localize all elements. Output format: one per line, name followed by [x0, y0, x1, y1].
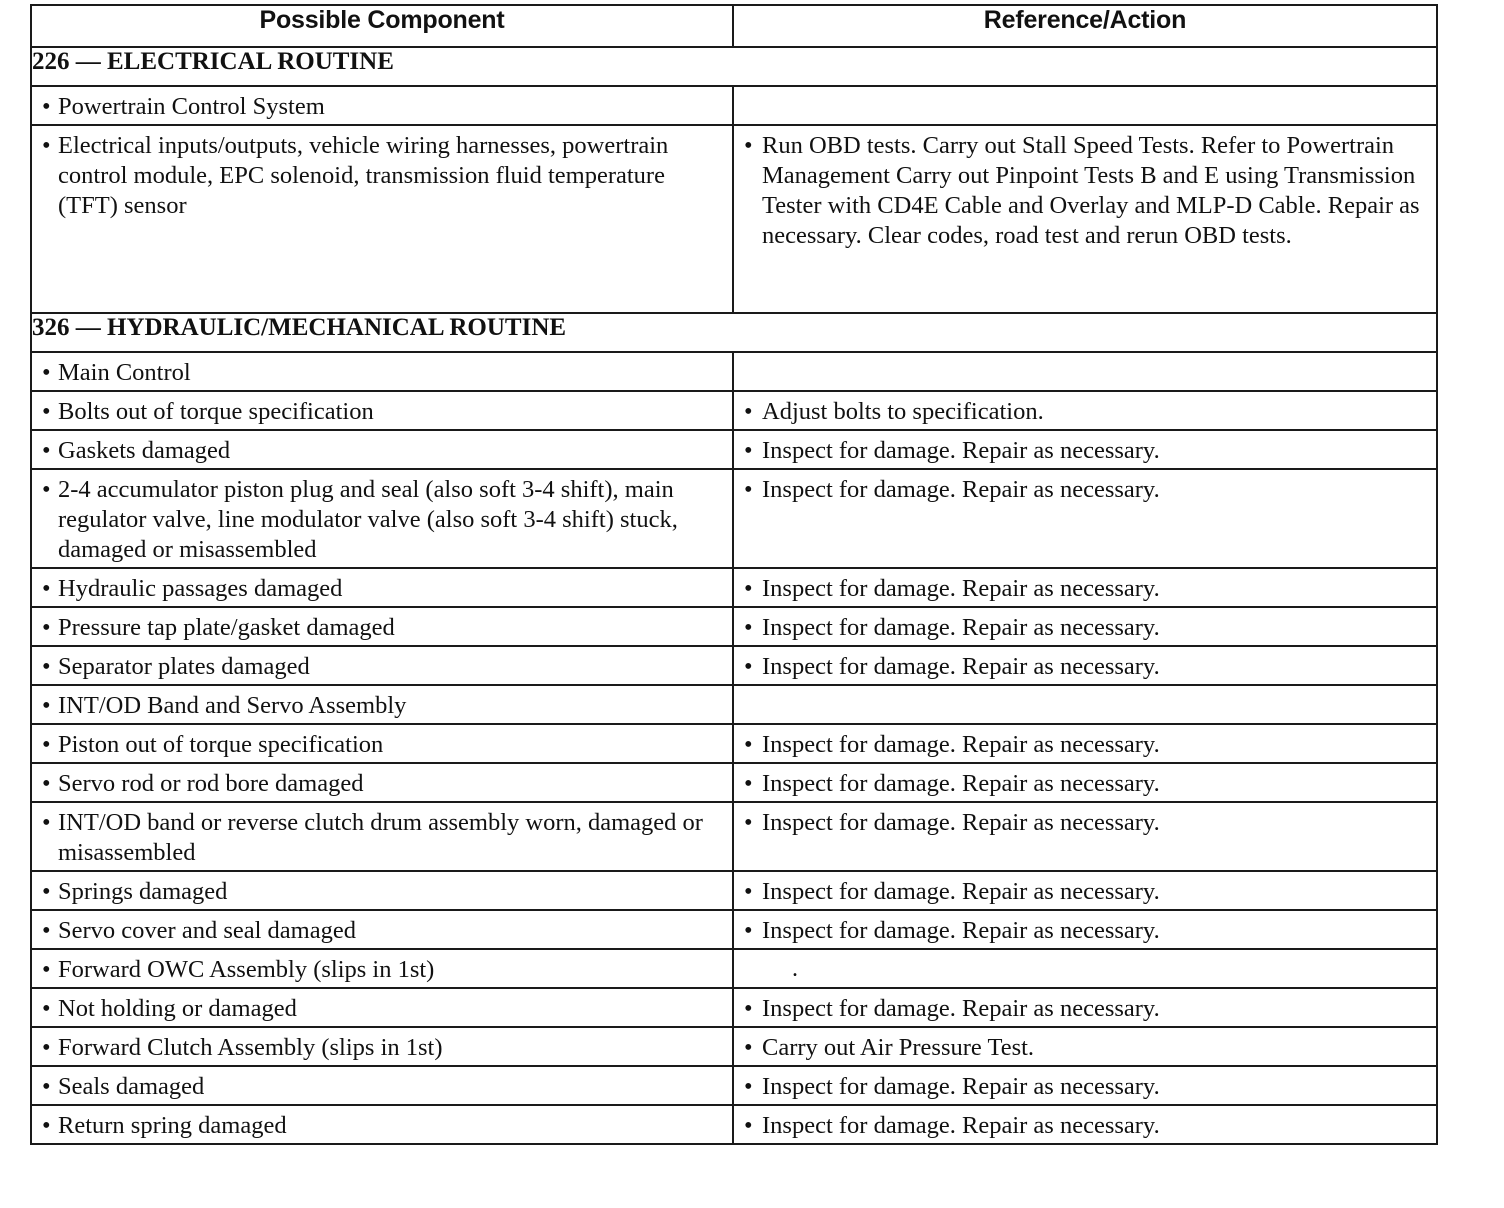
header-possible-component: Possible Component [31, 5, 733, 47]
action-text: Inspect for damage. Repair as necessary. [762, 809, 1160, 836]
action-cell [733, 125, 1437, 313]
bullet-icon: • [744, 809, 753, 836]
action-cell [733, 568, 1437, 607]
table-row [31, 871, 1437, 910]
component-text: Return spring damaged [58, 1112, 287, 1139]
action-cell [733, 646, 1437, 685]
table-row [31, 949, 1437, 988]
component-cell [31, 568, 733, 607]
component-text: Gaskets damaged [58, 437, 231, 464]
action-text: Inspect for damage. Repair as necessary. [762, 995, 1160, 1022]
component-text-wrap [32, 803, 732, 868]
component-text-wrap [32, 87, 732, 122]
table-row [31, 430, 1437, 469]
action-cell [733, 763, 1437, 802]
action-text: Inspect for damage. Repair as necessary. [762, 437, 1160, 464]
component-text-wrap [32, 1067, 732, 1102]
component-text-wrap [32, 126, 732, 221]
bullet-icon: • [42, 132, 51, 159]
action-cell [733, 1027, 1437, 1066]
component-cell [31, 988, 733, 1027]
component-text: Bolts out of torque specification [58, 398, 374, 425]
component-text-wrap [32, 764, 732, 799]
table-row [31, 607, 1437, 646]
table-body [31, 47, 1437, 1144]
action-cell [733, 988, 1437, 1027]
component-text-wrap [32, 725, 732, 760]
component-text-wrap [32, 392, 732, 427]
component-text: Electrical inputs/outputs, vehicle wiring harnesses, powertrain control module, EPC solenoid, transmission fluid temperature (TFT) sensor [58, 132, 669, 219]
bullet-icon: • [42, 809, 51, 836]
diagnosis-table [30, 4, 1438, 1145]
bullet-icon: • [744, 476, 753, 503]
bullet-icon: • [42, 359, 51, 386]
bullet-icon: • [42, 995, 51, 1022]
table-row [31, 802, 1437, 871]
component-cell [31, 125, 733, 313]
action-text-wrap [734, 470, 1436, 505]
table-row [31, 724, 1437, 763]
section-title: 326 — HYDRAULIC/MECHANICAL ROUTINE [31, 313, 1437, 352]
section-title: 226 — ELECTRICAL ROUTINE [31, 47, 1437, 86]
action-text: . [792, 956, 798, 982]
action-text-wrap [734, 764, 1436, 799]
header-row [31, 5, 1437, 47]
component-cell [31, 724, 733, 763]
component-cell [31, 685, 733, 724]
bullet-icon: • [744, 437, 753, 464]
table-row [31, 568, 1437, 607]
action-text: Run OBD tests. Carry out Stall Speed Tests. Refer to Powertrain Management Carry out Pinpoint Tests B and E using Transmission Tester with CD4E Cable and Overlay and MLP-D Cable. Repair as necessary. Clear codes, road test and rerun OBD tests. [762, 132, 1420, 249]
component-text-wrap [32, 431, 732, 466]
component-text-wrap [32, 569, 732, 604]
component-cell [31, 1066, 733, 1105]
action-text-wrap [734, 872, 1436, 907]
bullet-icon: • [744, 917, 753, 944]
bullet-icon: • [42, 878, 51, 905]
action-text-wrap [734, 608, 1436, 643]
bullet-icon: • [42, 398, 51, 425]
component-text-wrap [32, 686, 732, 721]
component-text: Not holding or damaged [58, 995, 297, 1022]
table-row [31, 763, 1437, 802]
component-text-wrap [32, 608, 732, 643]
component-cell [31, 469, 733, 568]
action-text: Inspect for damage. Repair as necessary. [762, 614, 1160, 641]
component-text: Powertrain Control System [58, 93, 325, 120]
action-text-wrap [734, 647, 1436, 682]
table-row [31, 1066, 1437, 1105]
component-text: Piston out of torque specification [58, 731, 384, 758]
bullet-icon: • [42, 437, 51, 464]
component-cell [31, 1105, 733, 1144]
action-cell [733, 607, 1437, 646]
component-cell [31, 86, 733, 125]
action-cell [733, 391, 1437, 430]
action-text: Inspect for damage. Repair as necessary. [762, 731, 1160, 758]
action-cell [733, 802, 1437, 871]
bullet-icon: • [744, 653, 753, 680]
action-text: Inspect for damage. Repair as necessary. [762, 917, 1160, 944]
component-text-wrap [32, 353, 732, 388]
bullet-icon: • [744, 770, 753, 797]
table-row [31, 910, 1437, 949]
action-text-wrap [734, 911, 1436, 946]
component-cell [31, 949, 733, 988]
table-row [31, 352, 1437, 391]
component-cell [31, 871, 733, 910]
bullet-icon: • [744, 614, 753, 641]
table-row [31, 988, 1437, 1027]
table-row [31, 86, 1437, 125]
action-cell [733, 949, 1437, 988]
action-text-wrap [734, 392, 1436, 427]
table-row [31, 1105, 1437, 1144]
table-row [31, 1027, 1437, 1066]
action-text-wrap [734, 569, 1436, 604]
component-text: INT/OD band or reverse clutch drum assembly worn, damaged or misassembled [58, 809, 703, 866]
action-text: Inspect for damage. Repair as necessary. [762, 878, 1160, 905]
component-text: Servo rod or rod bore damaged [58, 770, 364, 797]
component-text: Separator plates damaged [58, 653, 310, 680]
bullet-icon: • [744, 1073, 753, 1100]
bullet-icon: • [42, 731, 51, 758]
component-text-wrap [32, 911, 732, 946]
component-text: Forward OWC Assembly (slips in 1st) [58, 956, 435, 983]
table-row [31, 125, 1437, 313]
bullet-icon: • [42, 1112, 51, 1139]
action-cell [733, 86, 1437, 125]
action-text-wrap [734, 1067, 1436, 1102]
component-cell [31, 910, 733, 949]
component-text: Servo cover and seal damaged [58, 917, 356, 944]
bullet-icon: • [42, 614, 51, 641]
action-text-wrap [734, 1106, 1436, 1141]
bullet-icon: • [42, 476, 51, 503]
bullet-icon: • [744, 1034, 753, 1061]
table-row [31, 685, 1437, 724]
action-text: Inspect for damage. Repair as necessary. [762, 575, 1160, 602]
bullet-icon: • [744, 398, 753, 425]
bullet-icon: • [42, 93, 51, 120]
component-text-wrap [32, 1028, 732, 1063]
component-text: INT/OD Band and Servo Assembly [58, 692, 407, 719]
component-text: Pressure tap plate/gasket damaged [58, 614, 395, 641]
bullet-icon: • [42, 1073, 51, 1100]
component-text: Main Control [58, 359, 191, 386]
bullet-icon: • [744, 132, 753, 159]
bullet-icon: • [744, 878, 753, 905]
component-text-wrap [32, 989, 732, 1024]
component-text-wrap [32, 647, 732, 682]
action-cell [733, 1105, 1437, 1144]
component-text: Seals damaged [58, 1073, 205, 1100]
action-text-wrap [734, 431, 1436, 466]
action-text: Inspect for damage. Repair as necessary. [762, 770, 1160, 797]
component-text: 2-4 accumulator piston plug and seal (also soft 3-4 shift), main regulator valve, line modulator valve (also soft 3-4 shift) stuck, damaged or misassembled [58, 476, 678, 563]
component-cell [31, 352, 733, 391]
component-text-wrap [32, 950, 732, 985]
component-text: Hydraulic passages damaged [58, 575, 343, 602]
action-cell [733, 1066, 1437, 1105]
component-cell [31, 607, 733, 646]
action-cell [733, 910, 1437, 949]
component-cell [31, 430, 733, 469]
action-text: Carry out Air Pressure Test. [762, 1034, 1035, 1061]
action-cell [733, 469, 1437, 568]
action-text: Inspect for damage. Repair as necessary. [762, 1073, 1160, 1100]
bullet-icon: • [744, 995, 753, 1022]
component-cell [31, 1027, 733, 1066]
bullet-icon: • [42, 917, 51, 944]
action-cell [733, 724, 1437, 763]
component-text-wrap [32, 872, 732, 907]
section-row [31, 313, 1437, 352]
action-text-wrap [734, 126, 1436, 251]
bullet-icon: • [42, 692, 51, 719]
component-cell [31, 646, 733, 685]
component-cell [31, 763, 733, 802]
bullet-icon: • [42, 770, 51, 797]
action-text-wrap [734, 725, 1436, 760]
table-row [31, 646, 1437, 685]
action-text-wrap [734, 1028, 1436, 1063]
component-text-wrap [32, 470, 732, 565]
action-cell [733, 871, 1437, 910]
component-text-wrap [32, 1106, 732, 1141]
bullet-icon: • [42, 956, 51, 983]
bullet-icon: • [744, 731, 753, 758]
action-cell [733, 352, 1437, 391]
action-text-wrap [734, 803, 1436, 838]
action-cell [733, 430, 1437, 469]
action-text: Inspect for damage. Repair as necessary. [762, 653, 1160, 680]
bullet-icon: • [42, 1034, 51, 1061]
action-text: Inspect for damage. Repair as necessary. [762, 1112, 1160, 1139]
bullet-icon: • [42, 575, 51, 602]
bullet-icon: • [744, 1112, 753, 1139]
component-text: Forward Clutch Assembly (slips in 1st) [58, 1034, 443, 1061]
section-row [31, 47, 1437, 86]
header-reference-action: Reference/Action [733, 5, 1437, 47]
bullet-icon: • [42, 653, 51, 680]
table-row [31, 391, 1437, 430]
component-text: Springs damaged [58, 878, 228, 905]
table-row [31, 469, 1437, 568]
action-text: Inspect for damage. Repair as necessary. [762, 476, 1160, 503]
action-cell [733, 685, 1437, 724]
bullet-icon: • [744, 575, 753, 602]
action-text: Adjust bolts to specification. [762, 398, 1044, 425]
component-cell [31, 802, 733, 871]
component-cell [31, 391, 733, 430]
action-text-wrap [734, 989, 1436, 1024]
